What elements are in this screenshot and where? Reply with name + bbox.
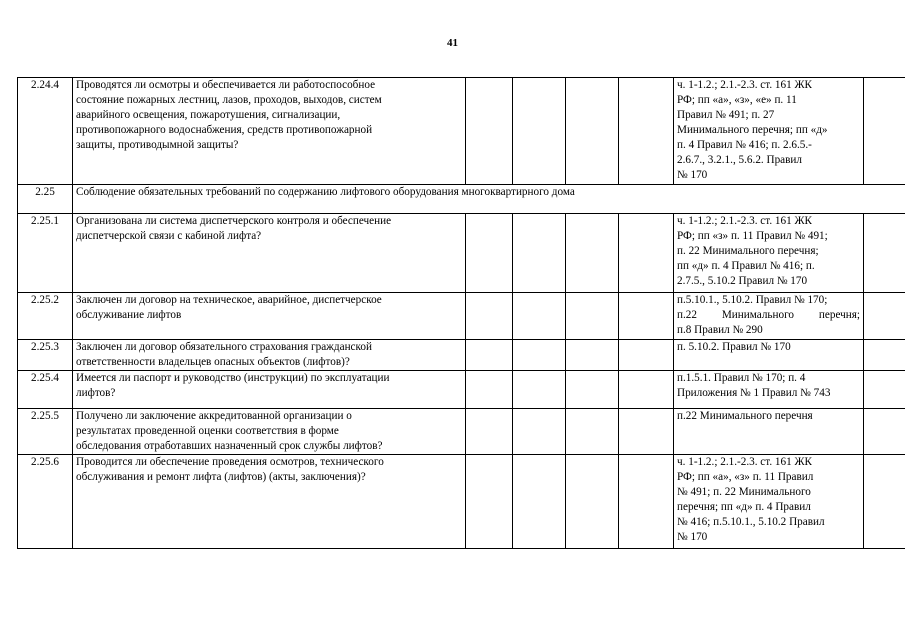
table-row — [18, 78, 905, 185]
reference-cell — [674, 409, 864, 455]
notes-cell[interactable] — [864, 340, 905, 371]
item-number: 2.25.2 — [18, 293, 73, 340]
answer-cell-no[interactable] — [513, 455, 566, 549]
reference-line: п.22 Минимального перечня; — [677, 309, 860, 321]
answer-cell-no[interactable] — [513, 409, 566, 455]
question-line: Получено ли заключение аккредитованной организации о — [76, 410, 352, 422]
reference-line: 2.7.5., 5.10.2 Правил № 170 — [677, 275, 808, 287]
question-line: аварийного освещения, пожаротушения, сигнализации, — [76, 109, 341, 121]
checklist-table — [17, 77, 905, 549]
answer-cell-extra[interactable] — [619, 340, 674, 371]
table-row — [18, 371, 905, 409]
reference-line: № 170 — [677, 169, 708, 181]
reference-line: РФ; пп «з» п. 11 Правил № 491; — [677, 230, 828, 242]
answer-cell-yes[interactable] — [466, 409, 513, 455]
reference-cell — [674, 293, 864, 340]
question-line: обслуживание лифтов — [76, 309, 182, 321]
question-line: противопожарного водоснабжения, средств противопожарной — [76, 124, 373, 136]
answer-cell-no[interactable] — [513, 78, 566, 185]
answer-cell-extra[interactable] — [619, 371, 674, 409]
reference-cell — [674, 214, 864, 293]
table-row — [18, 214, 905, 293]
reference-line: п. 22 Минимального перечня; — [677, 245, 819, 257]
reference-line: № 416; п.5.10.1., 5.10.2 Правил — [677, 516, 825, 528]
answer-cell-yes[interactable] — [466, 340, 513, 371]
answer-cell-extra[interactable] — [619, 214, 674, 293]
question-cell — [73, 214, 466, 293]
question-line: Проводится ли обеспечение проведения осмотров, технического — [76, 456, 384, 468]
reference-cell — [674, 455, 864, 549]
question-cell — [73, 78, 466, 185]
answer-cell-extra[interactable] — [619, 455, 674, 549]
reference-line: п.1.5.1. Правил № 170; п. 4 — [677, 372, 806, 384]
reference-line: ч. 1-1.2.; 2.1.-2.3. ст. 161 ЖК — [677, 215, 812, 227]
question-line: Имеется ли паспорт и руководство (инструкции) по эксплуатации — [76, 372, 390, 384]
reference-line: п.8 Правил № 290 — [677, 324, 763, 336]
notes-cell[interactable] — [864, 78, 905, 185]
answer-cell-na[interactable] — [566, 78, 619, 185]
table-row — [18, 293, 905, 340]
reference-line: п. 4 Правил № 416; п. 2.6.5.- — [677, 139, 812, 151]
answer-cell-no[interactable] — [513, 340, 566, 371]
section-row — [18, 185, 905, 214]
reference-cell — [674, 340, 864, 371]
reference-line: Приложения № 1 Правил № 743 — [677, 387, 831, 399]
reference-line: 2.6.7., 3.2.1., 5.6.2. Правил — [677, 154, 802, 166]
reference-line: пп «д» п. 4 Правил № 416; п. — [677, 260, 815, 272]
reference-line: п.5.10.1., 5.10.2. Правил № 170; — [677, 294, 828, 306]
reference-line: Правил № 491; п. 27 — [677, 109, 775, 121]
question-line: обслуживания и ремонт лифта (лифтов) (акты, заключения)? — [76, 471, 366, 483]
answer-cell-extra[interactable] — [619, 409, 674, 455]
reference-line: ч. 1-1.2.; 2.1.-2.3. ст. 161 ЖК — [677, 456, 812, 468]
reference-line: п. 5.10.2. Правил № 170 — [677, 341, 791, 353]
answer-cell-yes[interactable] — [466, 371, 513, 409]
question-line: диспетчерской связи с кабиной лифта? — [76, 230, 262, 242]
reference-line: № 491; п. 22 Минимального — [677, 486, 811, 498]
question-line: состояние пожарных лестниц, лазов, проходов, выходов, систем — [76, 94, 382, 106]
answer-cell-yes[interactable] — [466, 293, 513, 340]
answer-cell-na[interactable] — [566, 371, 619, 409]
page-number: 41 — [447, 37, 458, 49]
reference-line: РФ; пп «а», «з» п. 11 Правил — [677, 471, 814, 483]
question-line: защиты, противодымной защиты? — [76, 139, 239, 151]
notes-cell[interactable] — [864, 214, 905, 293]
answer-cell-no[interactable] — [513, 293, 566, 340]
reference-cell — [674, 78, 864, 185]
question-cell — [73, 409, 466, 455]
question-cell — [73, 293, 466, 340]
section-title: Соблюдение обязательных требований по содержанию лифтового оборудования многоквартирного дома — [73, 185, 905, 214]
notes-cell[interactable] — [864, 371, 905, 409]
reference-line: перечня; пп «д» п. 4 Правил — [677, 501, 811, 513]
question-line: обследования отработавших назначенный срок службы лифтов? — [76, 440, 383, 452]
reference-line: п.22 Минимального перечня — [677, 410, 813, 422]
question-cell — [73, 340, 466, 371]
answer-cell-yes[interactable] — [466, 214, 513, 293]
answer-cell-na[interactable] — [566, 340, 619, 371]
question-line: Заключен ли договор на техническое, аварийное, диспетчерское — [76, 294, 382, 306]
answer-cell-na[interactable] — [566, 409, 619, 455]
question-line: ответственности владельцев опасных объектов (лифтов)? — [76, 356, 350, 368]
question-cell — [73, 455, 466, 549]
item-number: 2.25.1 — [18, 214, 73, 293]
answer-cell-na[interactable] — [566, 293, 619, 340]
item-number: 2.25.5 — [18, 409, 73, 455]
reference-line: Минимального перечня; пп «д» — [677, 124, 828, 136]
item-number: 2.25.4 — [18, 371, 73, 409]
reference-cell — [674, 371, 864, 409]
answer-cell-no[interactable] — [513, 371, 566, 409]
item-number: 2.25.6 — [18, 455, 73, 549]
reference-line: № 170 — [677, 531, 708, 543]
table-row — [18, 455, 905, 549]
question-line: Организована ли система диспетчерского контроля и обеспечение — [76, 215, 392, 227]
notes-cell[interactable] — [864, 293, 905, 340]
question-line: Проводятся ли осмотры и обеспечивается ли работоспособное — [76, 79, 376, 91]
table-row — [18, 409, 905, 455]
reference-line: ч. 1-1.2.; 2.1.-2.3. ст. 161 ЖК — [677, 79, 812, 91]
answer-cell-na[interactable] — [566, 214, 619, 293]
item-number: 2.24.4 — [18, 78, 73, 185]
question-line: Заключен ли договор обязательного страхования гражданской — [76, 341, 372, 353]
question-cell — [73, 371, 466, 409]
answer-cell-yes[interactable] — [466, 78, 513, 185]
notes-cell[interactable] — [864, 455, 905, 549]
answer-cell-extra[interactable] — [619, 78, 674, 185]
table-row — [18, 340, 905, 371]
answer-cell-na[interactable] — [566, 455, 619, 549]
section-number: 2.25 — [18, 185, 73, 214]
question-line: результатах проведенной оценки соответствия в форме — [76, 425, 339, 437]
item-number: 2.25.3 — [18, 340, 73, 371]
answer-cell-extra[interactable] — [619, 293, 674, 340]
reference-line: РФ; пп «а», «з», «е» п. 11 — [677, 94, 797, 106]
answer-cell-no[interactable] — [513, 214, 566, 293]
question-line: лифтов? — [76, 387, 116, 399]
answer-cell-yes[interactable] — [466, 455, 513, 549]
notes-cell[interactable] — [864, 409, 905, 455]
